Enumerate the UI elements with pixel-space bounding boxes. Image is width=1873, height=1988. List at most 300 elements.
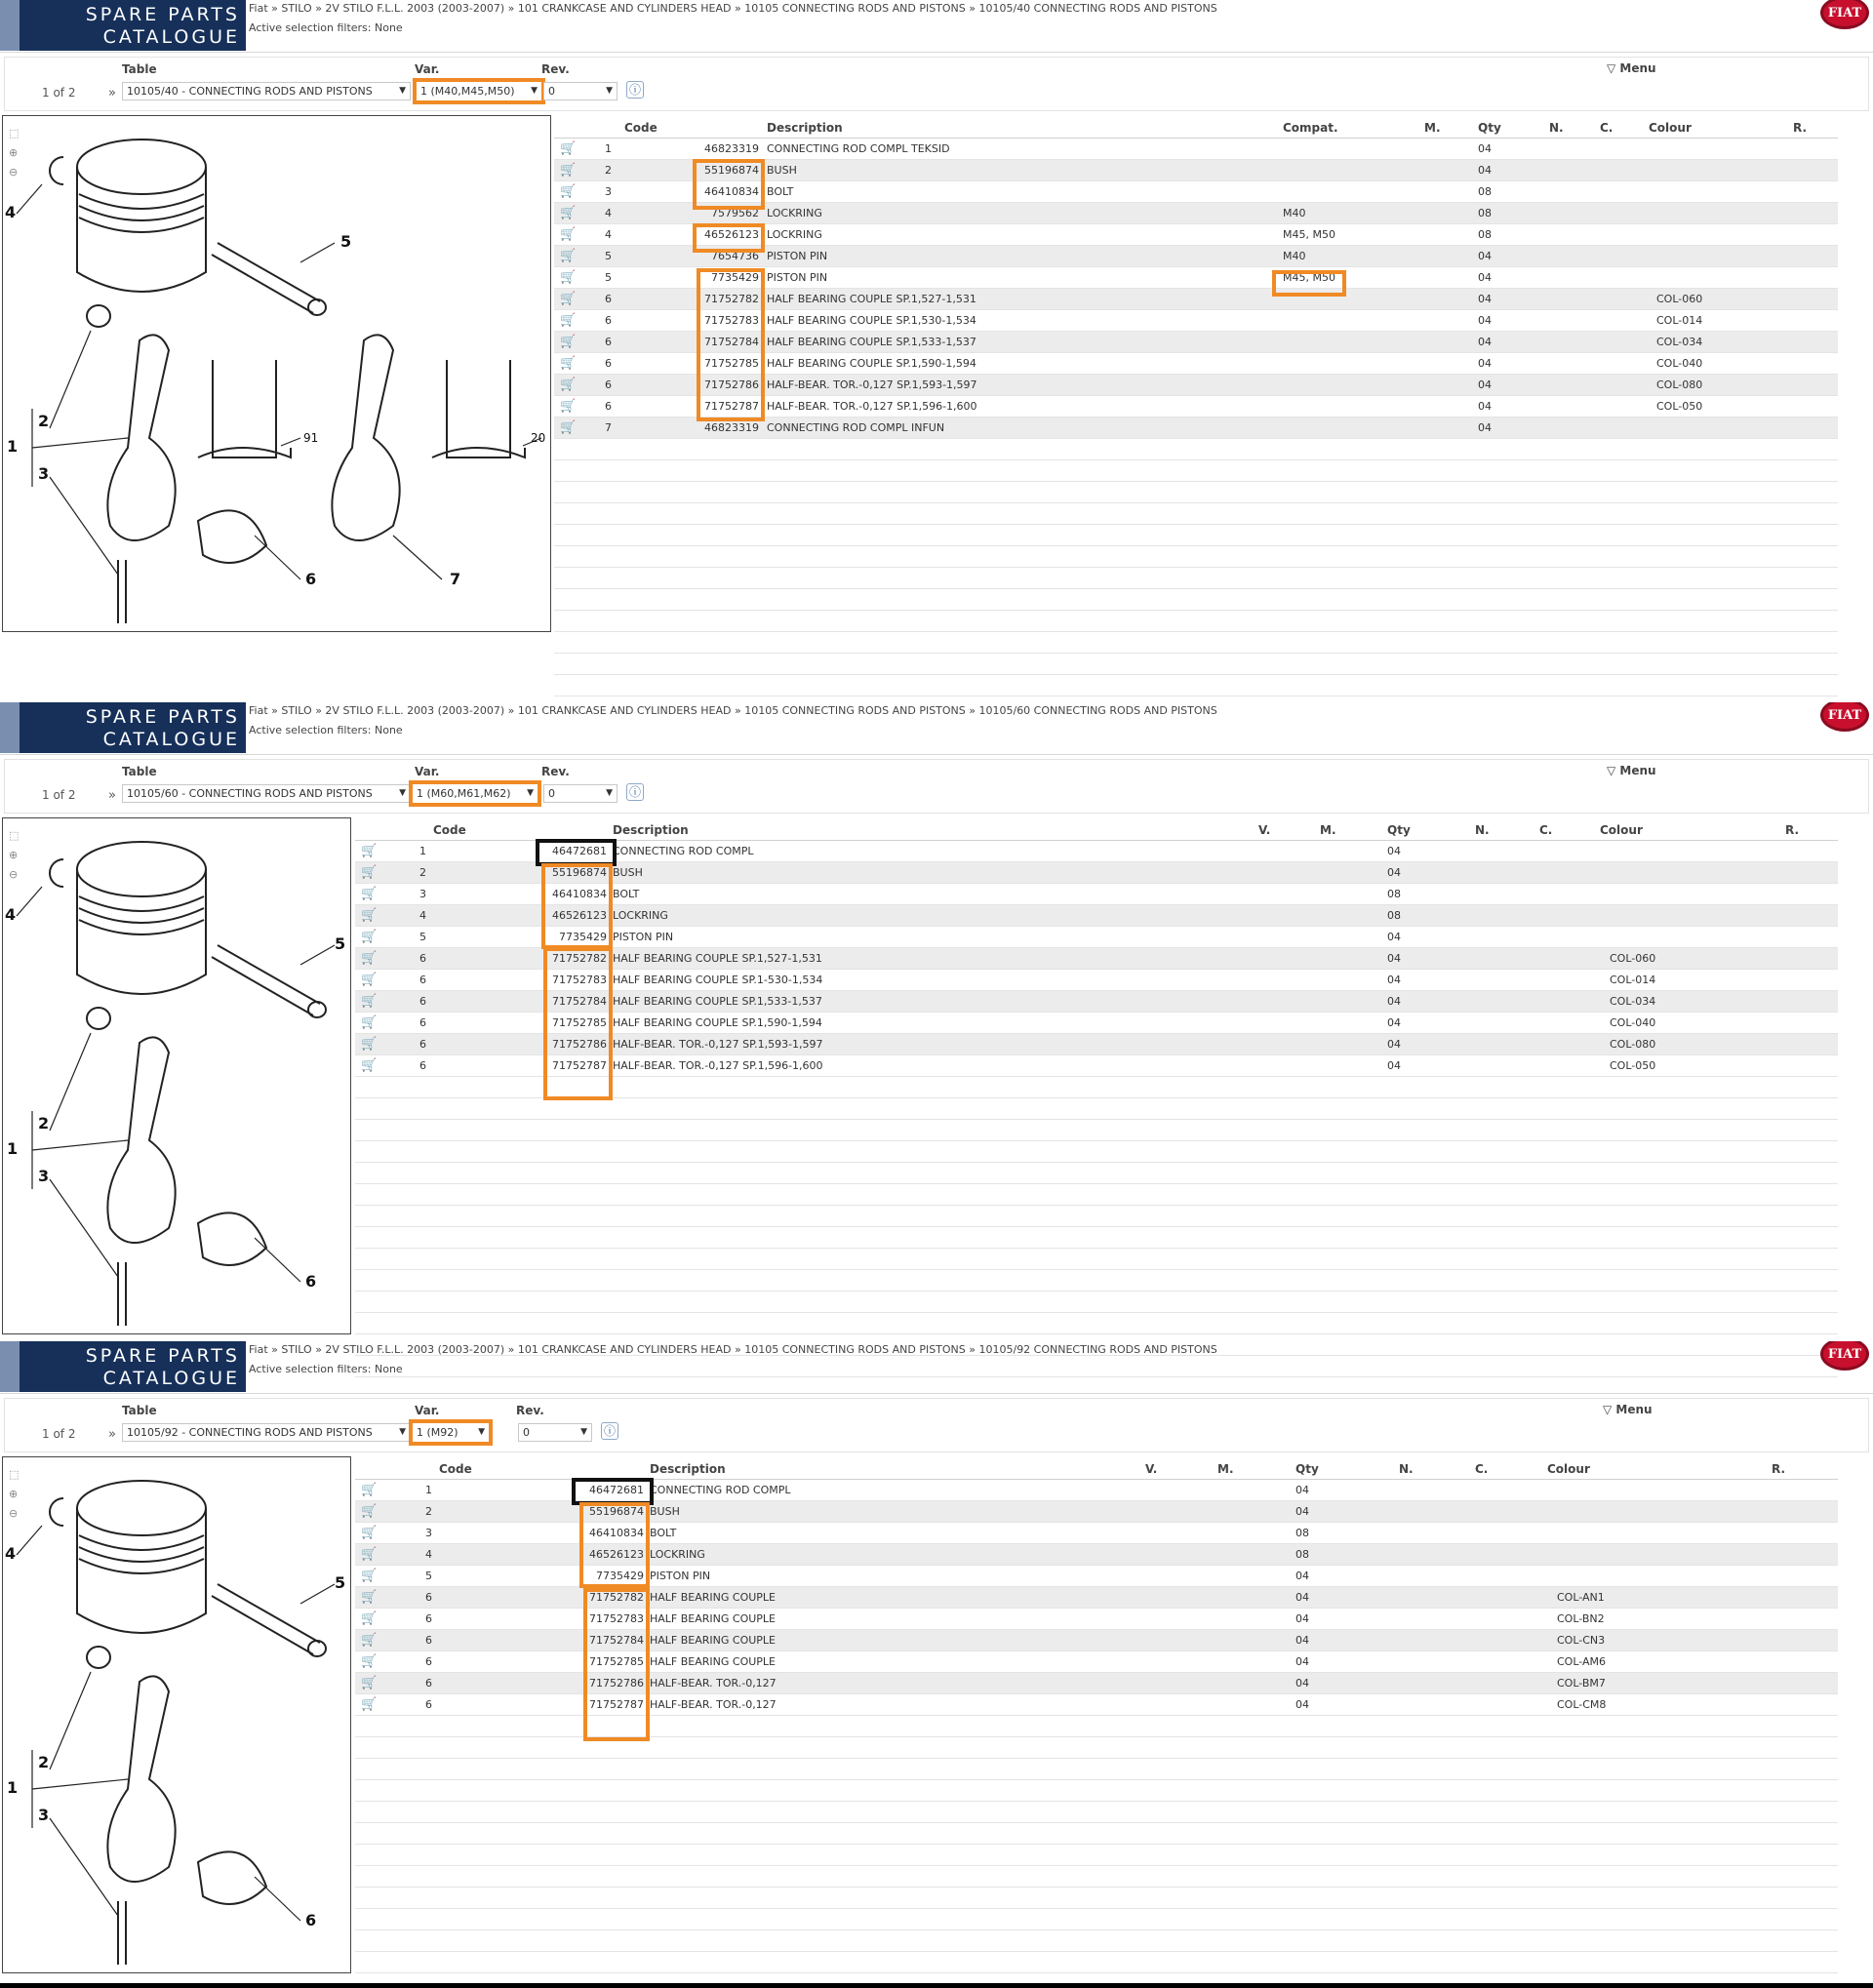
col-code[interactable]: Code	[433, 823, 466, 837]
colour-value: COL-014	[1610, 974, 1656, 986]
col-r[interactable]: R.	[1772, 1462, 1786, 1476]
part-code[interactable]: 71752786	[589, 1677, 644, 1690]
empty-row	[355, 1888, 1838, 1909]
qty-value: 04	[1387, 974, 1401, 986]
part-code[interactable]: 46410834	[704, 185, 759, 198]
rev-select[interactable]	[543, 82, 618, 100]
ref-number: 6	[425, 1655, 432, 1668]
col-qty[interactable]: Qty	[1478, 121, 1501, 135]
part-code[interactable]: 7735429	[711, 271, 759, 284]
part-description: HALF BEARING COUPLE SP.1,527-1,531	[613, 952, 822, 965]
part-description: HALF BEARING COUPLE SP.1,533-1,537	[613, 995, 822, 1008]
table-select[interactable]	[122, 784, 411, 803]
table-row[interactable]	[355, 1630, 1838, 1651]
part-code[interactable]: 71752785	[704, 357, 759, 370]
qty-value: 04	[1387, 1059, 1401, 1072]
compat-value: M40	[1283, 250, 1306, 262]
table-select[interactable]	[122, 1423, 411, 1442]
part-code[interactable]: 71752782	[552, 952, 607, 965]
var-label: Var.	[415, 1404, 440, 1417]
part-description: PISTON PIN	[613, 931, 674, 943]
ref-number: 6	[419, 1038, 426, 1051]
add-to-cart-icon[interactable]: 🛒	[560, 378, 577, 392]
spare-parts-logo[interactable]	[0, 702, 246, 753]
col-v[interactable]: V.	[1258, 823, 1271, 837]
ref-number: 3	[425, 1527, 432, 1539]
add-to-cart-icon[interactable]: 🛒	[560, 420, 577, 435]
part-code[interactable]: 7735429	[596, 1570, 644, 1582]
logo-line-1: SPARE PARTS	[85, 706, 240, 728]
menu-label: Menu	[1619, 764, 1656, 777]
part-code[interactable]: 7579562	[711, 207, 759, 219]
rev-select[interactable]	[543, 784, 618, 803]
part-code[interactable]: 7735429	[559, 931, 607, 943]
colour-value: COL-BM7	[1557, 1677, 1606, 1690]
part-code[interactable]: 71752783	[704, 314, 759, 327]
part-description: BUSH	[650, 1505, 680, 1518]
var-select-value: 1 (M40,M45,M50)	[420, 85, 515, 98]
part-code[interactable]: 71752784	[704, 336, 759, 348]
add-to-cart-icon[interactable]: 🛒	[560, 184, 577, 199]
qty-value: 08	[1478, 228, 1492, 241]
part-code[interactable]: 46823319	[704, 142, 759, 155]
add-to-cart-icon[interactable]: 🛒	[361, 1569, 378, 1583]
add-to-cart-icon[interactable]: 🛒	[560, 313, 577, 328]
add-to-cart-icon[interactable]: 🛒	[361, 1504, 378, 1519]
fiat-logo[interactable]: FIAT	[1820, 702, 1869, 732]
part-description: BUSH	[613, 866, 643, 879]
part-code[interactable]: 46410834	[552, 888, 607, 900]
col-m[interactable]: M.	[1217, 1462, 1234, 1476]
add-to-cart-icon[interactable]: 🛒	[560, 163, 577, 178]
revision-info-icon[interactable]: ⓘ	[626, 783, 644, 801]
part-description: LOCKRING	[767, 207, 822, 219]
qty-value: 04	[1478, 421, 1492, 434]
table-row[interactable]	[355, 1609, 1838, 1630]
part-code[interactable]: 46823319	[704, 421, 759, 434]
qty-value: 04	[1478, 293, 1492, 305]
diagram-label: 4	[5, 203, 17, 221]
rev-select[interactable]	[518, 1423, 592, 1442]
qty-value: 04	[1295, 1655, 1309, 1668]
part-code[interactable]: 46526123	[704, 228, 759, 241]
select-icon[interactable]: ⬚	[9, 1468, 20, 1481]
qty-value: 04	[1478, 357, 1492, 370]
part-code[interactable]: 46526123	[589, 1548, 644, 1561]
zoom-in-icon[interactable]: ⊕	[9, 146, 19, 159]
highlight-box	[1272, 270, 1346, 297]
col-compat[interactable]: Compat.	[1283, 121, 1338, 135]
add-to-cart-icon[interactable]: 🛒	[361, 1037, 378, 1052]
highlight-box-dark	[572, 1478, 654, 1505]
col-c[interactable]: C.	[1475, 1462, 1489, 1476]
part-description: CONNECTING ROD COMPL INFUN	[767, 421, 945, 434]
qty-value: 04	[1478, 271, 1492, 284]
dropdown-arrow-icon: ▼	[527, 788, 534, 798]
empty-row	[355, 1973, 1838, 1983]
var-select[interactable]	[409, 1419, 493, 1446]
zoom-out-icon[interactable]: ⊖	[9, 868, 19, 881]
part-description: HALF-BEAR. TOR.-0,127	[650, 1677, 777, 1690]
col-c[interactable]: C.	[1539, 823, 1553, 837]
add-to-cart-icon[interactable]: 🛒	[361, 1058, 378, 1073]
spare-parts-logo[interactable]	[0, 0, 246, 51]
add-to-cart-icon[interactable]: 🛒	[361, 908, 378, 923]
qty-value: 08	[1295, 1548, 1309, 1561]
add-to-cart-icon[interactable]: 🛒	[361, 844, 378, 858]
empty-row	[355, 1780, 1838, 1802]
add-to-cart-icon[interactable]: 🛒	[560, 141, 577, 156]
col-n[interactable]: N.	[1475, 823, 1490, 837]
ref-number: 5	[419, 931, 426, 943]
empty-row	[355, 1759, 1838, 1780]
diagram-label: 20	[531, 431, 546, 445]
ref-number: 3	[419, 888, 426, 900]
col-r[interactable]: R.	[1793, 121, 1808, 135]
part-code[interactable]: 46472681	[589, 1484, 644, 1496]
rev-label: Rev.	[516, 1404, 544, 1417]
table-row[interactable]	[355, 1673, 1838, 1694]
qty-value: 04	[1295, 1612, 1309, 1625]
var-select[interactable]	[413, 78, 545, 104]
add-to-cart-icon[interactable]: 🛒	[361, 1015, 378, 1030]
table-header	[355, 1458, 1838, 1480]
table-select-value: 10105/40 - CONNECTING RODS AND PISTONS	[127, 85, 373, 98]
table-label: Table	[122, 765, 157, 778]
ref-number: 6	[605, 314, 612, 327]
highlight-box	[543, 947, 613, 1100]
active-filters: Active selection filters: None	[249, 21, 403, 34]
select-icon[interactable]: ⬚	[9, 127, 20, 139]
add-to-cart-icon[interactable]: 🛒	[560, 227, 577, 242]
part-code[interactable]: 71752785	[552, 1016, 607, 1029]
qty-value: 08	[1295, 1527, 1309, 1539]
table-label: Table	[122, 1404, 157, 1417]
rev-select-value: 0	[523, 1426, 530, 1439]
col-n[interactable]: N.	[1399, 1462, 1414, 1476]
part-description: HALF BEARING COUPLE SP.1,533-1,537	[767, 336, 976, 348]
col-m[interactable]: M.	[1424, 121, 1441, 135]
ref-number: 2	[419, 866, 426, 879]
add-to-cart-icon[interactable]: 🛒	[361, 1590, 378, 1605]
ref-number: 5	[605, 250, 612, 262]
zoom-out-icon[interactable]: ⊖	[9, 1507, 19, 1520]
part-description: LOCKRING	[613, 909, 668, 922]
ref-number: 6	[605, 293, 612, 305]
part-code[interactable]: 71752787	[552, 1059, 607, 1072]
var-select-value: 1 (M92)	[417, 1426, 458, 1439]
add-to-cart-icon[interactable]: 🛒	[361, 930, 378, 944]
empty-row	[355, 1270, 1838, 1292]
var-select-value: 1 (M60,M61,M62)	[417, 787, 511, 800]
menu-chevron-icon: ▽	[1603, 1403, 1613, 1416]
empty-row	[554, 632, 1838, 654]
colour-value: COL-060	[1610, 952, 1656, 965]
part-description: LOCKRING	[767, 228, 822, 241]
part-code[interactable]: 71752782	[704, 293, 759, 305]
qty-value: 04	[1478, 142, 1492, 155]
fiat-logo[interactable]: FIAT	[1820, 0, 1869, 29]
ref-number: 6	[419, 974, 426, 986]
part-code[interactable]: 71752786	[552, 1038, 607, 1051]
diagram-label: 1	[7, 1778, 19, 1797]
empty-row	[355, 1141, 1838, 1163]
dropdown-arrow-icon: ▼	[531, 86, 538, 96]
qty-value: 04	[1478, 336, 1492, 348]
part-code[interactable]: 71752787	[589, 1698, 644, 1711]
var-select[interactable]	[409, 780, 541, 807]
qty-value: 04	[1387, 952, 1401, 965]
part-description: HALF-BEAR. TOR.-0,127 SP.1,596-1,600	[613, 1059, 823, 1072]
col-code[interactable]: Code	[439, 1462, 472, 1476]
ref-number: 4	[605, 207, 612, 219]
highlight-box	[697, 268, 765, 421]
ref-number: 6	[605, 400, 612, 413]
ref-number: 1	[419, 845, 426, 857]
colour-value: COL-040	[1656, 357, 1703, 370]
col-colour[interactable]: Colour	[1547, 1462, 1590, 1476]
menu-toggle[interactable]	[1607, 61, 1656, 75]
header	[0, 0, 1873, 53]
diagram-label: 1	[7, 437, 19, 456]
catalogue-screen-1	[0, 0, 1873, 702]
add-to-cart-icon[interactable]: 🛒	[361, 1483, 378, 1497]
add-to-cart-icon[interactable]: 🛒	[361, 887, 378, 901]
qty-value: 04	[1387, 1038, 1401, 1051]
part-description: HALF BEARING COUPLE SP.1,590-1,594	[613, 1016, 822, 1029]
col-m[interactable]: M.	[1320, 823, 1336, 837]
menu-toggle[interactable]	[1607, 764, 1656, 777]
pagination: 1 of 2	[42, 86, 76, 99]
part-code[interactable]: 55196874	[552, 866, 607, 879]
part-description: HALF BEARING COUPLE SP.1,590-1,594	[767, 357, 976, 370]
colour-value: COL-080	[1610, 1038, 1656, 1051]
qty-value: 04	[1295, 1634, 1309, 1647]
highlight-box-dark	[536, 839, 617, 866]
exploded-diagram[interactable]	[2, 115, 551, 632]
part-code[interactable]: 71752782	[589, 1591, 644, 1604]
col-v[interactable]: V.	[1145, 1462, 1158, 1476]
table-row[interactable]	[355, 1694, 1838, 1716]
part-code[interactable]: 55196874	[589, 1505, 644, 1518]
table-select[interactable]	[122, 82, 411, 100]
diagram-label: 3	[38, 1806, 50, 1824]
col-code[interactable]: Code	[624, 121, 658, 135]
table-selection-bar	[4, 759, 1869, 814]
ref-number: 6	[419, 952, 426, 965]
add-to-cart-icon[interactable]: 🛒	[361, 994, 378, 1009]
col-colour[interactable]: Colour	[1649, 121, 1692, 135]
breadcrumb[interactable]: Fiat » STILO » 2V STILO F.L.L. 2003 (2003-2007) » 101 CRANKCASE AND CYLINDERS HEAD » 10105 CONNECTING RODS AND PISTONS » 10105/92 CONNECTING RODS AND PISTONS	[249, 1343, 1217, 1356]
ref-number: 1	[605, 142, 612, 155]
colour-value: COL-040	[1610, 1016, 1656, 1029]
ref-number: 2	[605, 164, 612, 177]
add-to-cart-icon[interactable]: 🛒	[361, 1697, 378, 1712]
part-code[interactable]: 55196874	[704, 164, 759, 177]
part-description: HALF-BEAR. TOR.-0,127 SP.1,596-1,600	[767, 400, 977, 413]
qty-value: 04	[1478, 314, 1492, 327]
add-to-cart-icon[interactable]: 🛒	[361, 1611, 378, 1626]
table-selection-bar	[4, 1398, 1869, 1452]
add-to-cart-icon[interactable]: 🛒	[560, 292, 577, 306]
next-double-chevron-icon[interactable]: »	[108, 1427, 116, 1442]
logo-line-2: CATALOGUE	[102, 729, 240, 750]
colour-value: COL-034	[1610, 995, 1656, 1008]
menu-toggle[interactable]	[1603, 1403, 1653, 1416]
part-code[interactable]: 71752784	[589, 1634, 644, 1647]
add-to-cart-icon[interactable]: 🛒	[361, 865, 378, 880]
col-description[interactable]: Description	[613, 823, 689, 837]
col-description[interactable]: Description	[650, 1462, 726, 1476]
part-description: HALF BEARING COUPLE	[650, 1591, 777, 1604]
part-description: BUSH	[767, 164, 797, 177]
qty-value: 08	[1387, 888, 1401, 900]
empty-row	[554, 460, 1838, 482]
part-code[interactable]: 71752783	[552, 974, 607, 986]
pagination: 1 of 2	[42, 788, 76, 802]
zoom-in-icon[interactable]: ⊕	[9, 1488, 19, 1500]
qty-value: 04	[1387, 931, 1401, 943]
table-row[interactable]	[355, 1523, 1838, 1544]
menu-label: Menu	[1615, 1403, 1653, 1416]
col-r[interactable]: R.	[1785, 823, 1800, 837]
ref-number: 5	[605, 271, 612, 284]
fiat-logo[interactable]: FIAT	[1820, 1341, 1869, 1371]
revision-info-icon[interactable]: ⓘ	[601, 1422, 618, 1440]
next-double-chevron-icon[interactable]: »	[108, 86, 116, 100]
part-code[interactable]: 71752783	[589, 1612, 644, 1625]
part-code[interactable]: 71752787	[704, 400, 759, 413]
part-description: HALF-BEAR. TOR.-0,127 SP.1,593-1,597	[613, 1038, 823, 1051]
active-filters: Active selection filters: None	[249, 724, 403, 736]
diagram-drawing	[3, 818, 351, 1334]
dropdown-arrow-icon: ▼	[399, 86, 406, 96]
highlight-box	[693, 223, 765, 253]
colour-value: COL-AN1	[1557, 1591, 1605, 1604]
add-to-cart-icon[interactable]: 🛒	[361, 1526, 378, 1540]
add-to-cart-icon[interactable]: 🛒	[560, 249, 577, 263]
add-to-cart-icon[interactable]: 🛒	[560, 356, 577, 371]
empty-row	[355, 1845, 1838, 1866]
empty-row	[355, 1952, 1838, 1973]
breadcrumb[interactable]: Fiat » STILO » 2V STILO F.L.L. 2003 (2003-2007) » 101 CRANKCASE AND CYLINDERS HEAD » 10105 CONNECTING RODS AND PISTONS » 10105/40 CONNECTING RODS AND PISTONS	[249, 2, 1217, 15]
ref-number: 6	[419, 1016, 426, 1029]
zoom-in-icon[interactable]: ⊕	[9, 849, 19, 861]
add-to-cart-icon[interactable]: 🛒	[361, 973, 378, 987]
ref-number: 3	[605, 185, 612, 198]
add-to-cart-icon[interactable]: 🛒	[560, 270, 577, 285]
add-to-cart-icon[interactable]: 🛒	[361, 1547, 378, 1562]
add-to-cart-icon[interactable]: 🛒	[361, 1676, 378, 1690]
empty-row	[355, 1163, 1838, 1184]
diagram-label: 91	[303, 431, 319, 445]
rev-label: Rev.	[541, 62, 570, 76]
table-row[interactable]	[355, 1544, 1838, 1566]
table-row[interactable]	[554, 139, 1838, 160]
rev-select-value: 0	[548, 787, 555, 800]
col-n[interactable]: N.	[1549, 121, 1564, 135]
add-to-cart-icon[interactable]: 🛒	[361, 1633, 378, 1648]
qty-value: 08	[1387, 909, 1401, 922]
part-code[interactable]: 71752784	[552, 995, 607, 1008]
col-qty[interactable]: Qty	[1387, 823, 1411, 837]
table-row[interactable]	[355, 1651, 1838, 1673]
empty-row	[554, 439, 1838, 460]
add-to-cart-icon[interactable]: 🛒	[560, 399, 577, 414]
add-to-cart-icon[interactable]: 🛒	[361, 951, 378, 966]
part-description: HALF BEARING COUPLE	[650, 1655, 777, 1668]
compat-value: M40	[1283, 207, 1306, 219]
table-row[interactable]	[355, 1587, 1838, 1609]
part-description: BOLT	[650, 1527, 677, 1539]
exploded-diagram[interactable]	[2, 817, 351, 1334]
next-double-chevron-icon[interactable]: »	[108, 788, 116, 803]
qty-value: 04	[1295, 1677, 1309, 1690]
qty-value: 04	[1387, 995, 1401, 1008]
parts-table	[355, 1458, 1838, 1983]
ref-number: 6	[425, 1634, 432, 1647]
table-row[interactable]	[355, 1566, 1838, 1587]
dropdown-arrow-icon: ▼	[606, 788, 613, 798]
dropdown-arrow-icon: ▼	[399, 1427, 406, 1437]
empty-row	[355, 1823, 1838, 1845]
col-description[interactable]: Description	[767, 121, 843, 135]
part-code[interactable]: 71752785	[589, 1655, 644, 1668]
empty-row	[554, 611, 1838, 632]
part-code[interactable]: 71752786	[704, 378, 759, 391]
diagram-label: 6	[305, 1911, 317, 1929]
empty-row	[355, 1930, 1838, 1952]
col-colour[interactable]: Colour	[1600, 823, 1643, 837]
part-description: HALF BEARING COUPLE SP.1-530-1,534	[613, 974, 823, 986]
revision-info-icon[interactable]: ⓘ	[626, 81, 644, 99]
breadcrumb[interactable]: Fiat » STILO » 2V STILO F.L.L. 2003 (2003-2007) » 101 CRANKCASE AND CYLINDERS HEAD » 10105 CONNECTING RODS AND PISTONS » 10105/60 CONNECTING RODS AND PISTONS	[249, 704, 1217, 717]
part-code[interactable]: 46472681	[552, 845, 607, 857]
part-code[interactable]: 46526123	[552, 909, 607, 922]
empty-row	[355, 1249, 1838, 1270]
catalogue-screen-2	[0, 702, 1873, 1405]
select-icon[interactable]: ⬚	[9, 829, 20, 842]
ref-number: 6	[425, 1612, 432, 1625]
ref-number: 6	[419, 1059, 426, 1072]
header	[0, 702, 1873, 755]
rev-select-value: 0	[548, 85, 555, 98]
part-description: PISTON PIN	[767, 250, 828, 262]
active-filters: Active selection filters: None	[249, 1363, 403, 1375]
part-code[interactable]: 7654736	[711, 250, 759, 262]
colour-value: COL-060	[1656, 293, 1703, 305]
col-qty[interactable]: Qty	[1295, 1462, 1319, 1476]
logo-line-1: SPARE PARTS	[85, 1345, 240, 1367]
empty-row	[355, 1737, 1838, 1759]
exploded-diagram[interactable]	[2, 1456, 351, 1973]
menu-chevron-icon: ▽	[1607, 61, 1616, 75]
part-code[interactable]: 46410834	[589, 1527, 644, 1539]
pagination: 1 of 2	[42, 1427, 76, 1441]
compat-value: M45, M50	[1283, 271, 1335, 284]
ref-number: 4	[425, 1548, 432, 1561]
spare-parts-logo[interactable]	[0, 1341, 246, 1392]
add-to-cart-icon[interactable]: 🛒	[560, 335, 577, 349]
zoom-out-icon[interactable]: ⊖	[9, 166, 19, 179]
add-to-cart-icon[interactable]: 🛒	[361, 1654, 378, 1669]
rev-label: Rev.	[541, 765, 570, 778]
diagram-label: 5	[335, 934, 346, 953]
col-c[interactable]: C.	[1600, 121, 1614, 135]
add-to-cart-icon[interactable]: 🛒	[560, 206, 577, 220]
logo-side-strip	[0, 1341, 20, 1392]
qty-value: 04	[1295, 1484, 1309, 1496]
